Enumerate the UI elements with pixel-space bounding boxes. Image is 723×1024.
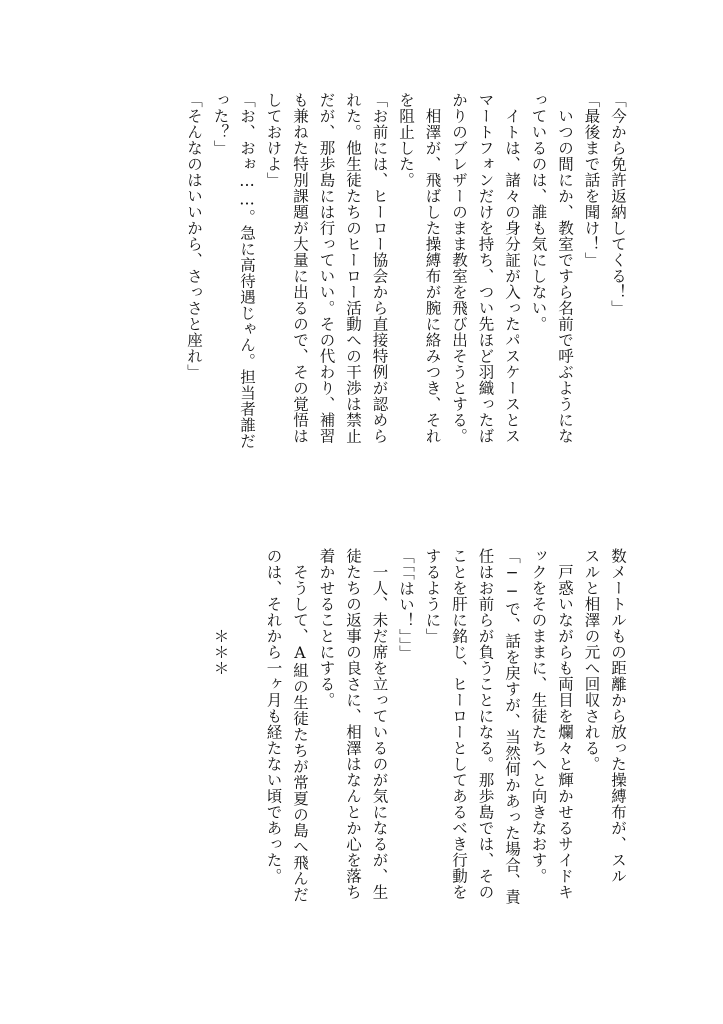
text-line: 「そんなのはいいから、さっさと座れ」	[185, 92, 203, 380]
text-line: った？」	[211, 92, 230, 156]
text-line: 数メートルもの距離から放った操縛布が、スル	[609, 548, 627, 884]
text-line: 「「「はい！」」」	[397, 548, 415, 661]
text-line: マートフォンだけを持ち、つい先ほど羽織ったば	[476, 92, 495, 444]
text-line: 相澤が、飛ばした操縛布が腕に絡みつき、それ	[423, 92, 442, 444]
text-line: 戸惑いながらも両目を爛々と輝かせるサイドキ	[556, 548, 574, 900]
text-line: しておけよ」	[264, 92, 283, 188]
text-line: のは、それから一ヶ月も経たない頃であった。	[264, 548, 283, 884]
text-line: 「お、おぉ……。急に高待遇じゃん。担当者誰だ	[238, 92, 256, 449]
text-line: 一人、未だ席を立っているのが気になるが、生	[370, 548, 389, 900]
text-line: 「──で、話を戻すが、当然何かあった場合、責	[503, 548, 521, 905]
text-line: も兼ねた特別課題が大量に出るので、その覚悟は	[291, 92, 309, 444]
upper-text-block	[111, 92, 631, 449]
text-line: いつの間にか、教室ですら名前で呼ぶようにな	[556, 92, 574, 444]
text-line: っているのは、誰も気にしない。	[529, 92, 548, 332]
text-line: を阻止した。	[397, 92, 415, 188]
text-line: れた。他生徒たちのヒーロー活動への干渉は禁止	[344, 92, 362, 444]
text-line: イトは、諸々の身分証が入ったパスケースとス	[503, 92, 521, 444]
text-line: そうして、A組の生徒たちが常夏の島へ飛んだ	[291, 548, 309, 903]
text-line: 「今から免許返納してくる！」	[609, 92, 627, 316]
text-line: スルと相澤の元へ回収される。	[582, 548, 601, 772]
text-line: 「最後まで話を聞け！」	[582, 92, 601, 268]
text-line: 任はお前らが負うことになる。那歩島では、その	[476, 548, 495, 900]
text-line: ックをそのままに、生徒たちへと向きなおす。	[529, 548, 548, 884]
text-line: 「お前には、ヒーロー協会から直接特例が認めら	[370, 92, 389, 444]
text-line: 徒たちの返事の良さに、相澤はなんとか心を落ち	[344, 548, 362, 900]
text-line: ことを肝に銘じ、ヒーローとしてあるべき行動を	[450, 548, 468, 900]
text-line: するように」	[423, 548, 442, 644]
text-line: ＊＊＊	[211, 548, 230, 676]
text-line	[234, 548, 261, 938]
text-line: かりのブレザーのまま教室を飛び出そうとする。	[450, 92, 468, 444]
text-line: だが、那歩島には行っていい。その代わり、補習	[317, 92, 336, 444]
lower-text-block	[111, 548, 631, 938]
text-line: 着かせることにする。	[317, 548, 336, 708]
